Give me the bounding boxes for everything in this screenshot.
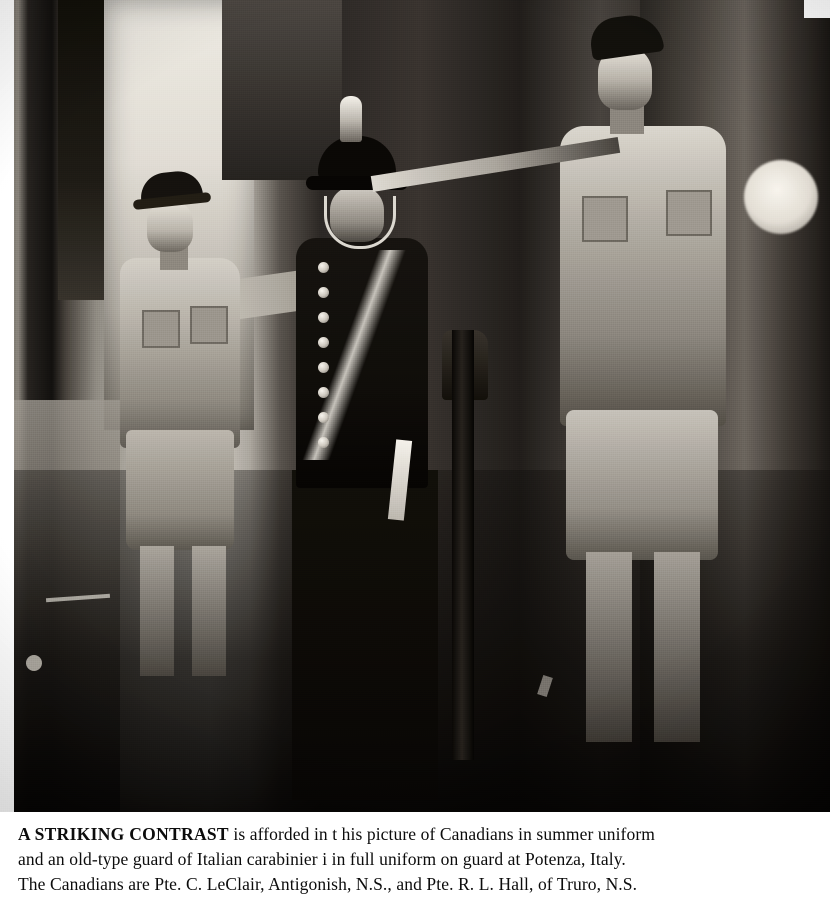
rifle-vertical xyxy=(452,330,474,760)
caption-line-2: and an old-type guard of Italian carabinier i in full uniform on guard at Potenza, Italy. xyxy=(18,849,626,869)
soldier-right-shorts xyxy=(566,410,718,560)
carabiniere-button-row xyxy=(318,262,330,470)
caption-line-1 xyxy=(18,822,814,847)
caption-lede: A STRIKING CONTRAST xyxy=(18,824,229,844)
carabiniere-coat-tails xyxy=(292,470,438,800)
soldier-right-leg-right xyxy=(654,552,700,742)
soldier-left-torso xyxy=(120,258,240,448)
caption-line-3: The Canadians are Pte. C. LeClair, Antigonish, N.S., and Pte. R. L. Hall, of Truro, N.S. xyxy=(18,874,638,894)
page-margin-left xyxy=(0,0,14,812)
soldier-right-leg-left xyxy=(586,552,632,742)
soldier-left-shorts xyxy=(126,430,234,550)
photo-caption xyxy=(0,812,830,904)
caption-line-1-rest: is afforded in t his picture of Canadians in summer uniform xyxy=(228,824,655,844)
background-dark-doorway xyxy=(58,0,106,300)
soldier-left-leg-right xyxy=(192,546,226,676)
soldier-right-torso xyxy=(560,126,726,426)
soldier-right-pocket-right xyxy=(666,190,712,236)
soldier-left-leg-left xyxy=(140,546,174,676)
background-light-spot xyxy=(744,160,818,234)
soldier-left-pocket-right xyxy=(190,306,228,344)
soldier-left-pocket-left xyxy=(142,310,180,348)
print-blemish xyxy=(26,655,42,671)
carabiniere-plume xyxy=(340,96,362,142)
soldier-right-pocket-left xyxy=(582,196,628,242)
page-margin-corner xyxy=(804,0,830,18)
